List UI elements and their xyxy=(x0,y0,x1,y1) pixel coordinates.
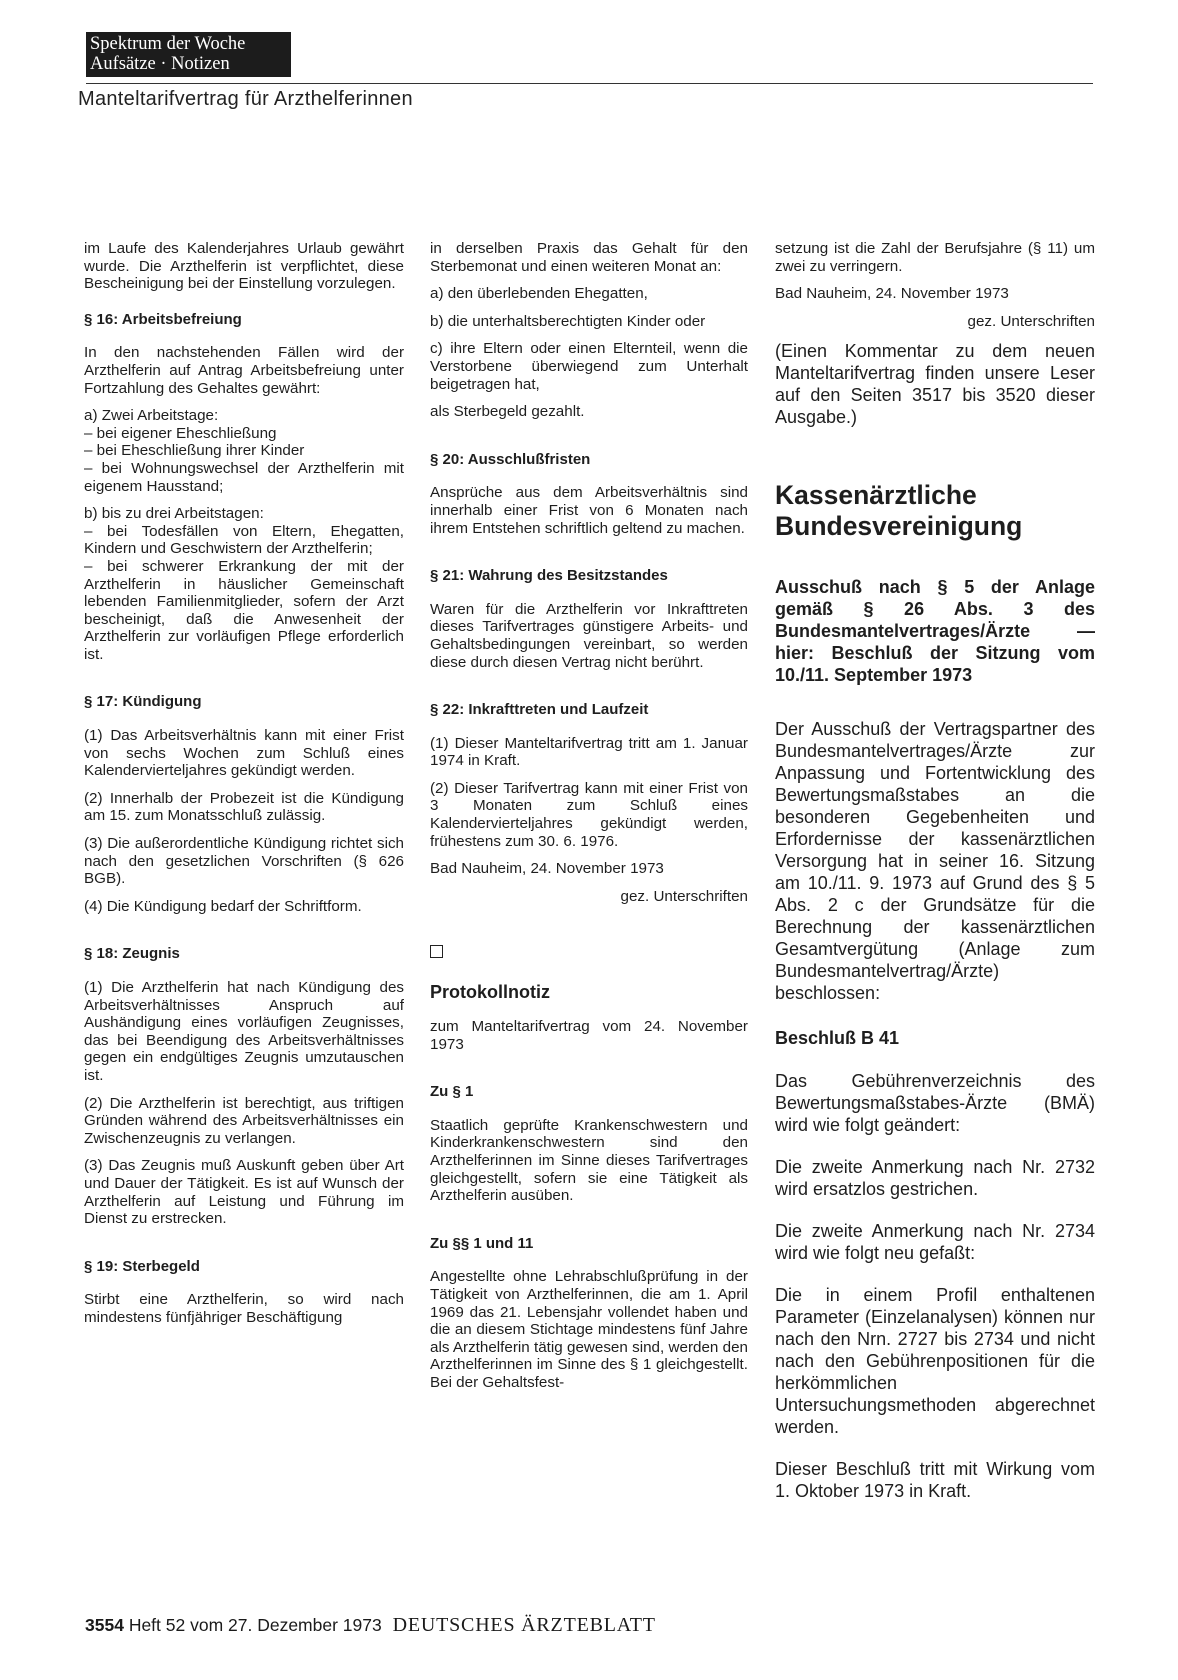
list-item: – bei eigener Eheschließung xyxy=(84,424,277,442)
paragraph: zum Manteltarifvertrag vom 24. November 1973 xyxy=(430,1018,748,1053)
section-heading-20: § 20: Ausschlußfristen xyxy=(430,450,591,468)
paragraph: Die zweite Anmerkung nach Nr. 2734 wird wie folgt neu gefaßt: xyxy=(775,1220,1095,1263)
article-subtitle: Ausschuß nach § 5 der Anlage gemäß § 26 Abs. 3 des Bundesmantelvertrages/Ärzte — hier: Beschluß der Sitzung vom 10./11. September 1973 xyxy=(775,577,1095,686)
list-item: – bei Eheschließung ihrer Kinder xyxy=(84,442,305,460)
header-rule xyxy=(86,83,1093,84)
column-3 xyxy=(775,240,1095,1522)
section-heading-17: § 17: Kündigung xyxy=(84,693,202,711)
paragraph: (1) Das Arbeitsverhältnis kann mit einer Frist von sechs Wochen zum Schluß eines Kalendervierteljahres gekündigt werden. xyxy=(84,727,404,780)
paragraph: Das Gebührenverzeichnis des Bewertungsmaßstabes-Ärzte (BMÄ) wird wie folgt geändert: xyxy=(775,1070,1095,1135)
list-item: c) ihre Eltern oder einen Elternteil, wenn die Verstorbene überwiegend zum Unterhalt beigetragen hat, xyxy=(430,340,748,393)
resolution-heading: Beschluß B 41 xyxy=(775,1028,900,1049)
paragraph: (3) Das Zeugnis muß Auskunft geben über Art und Dauer der Tätigkeit. Es ist auf Wunsch der Arzthelferin auf Leistung und Führung im Dienst zu erstrecken. xyxy=(84,1157,404,1228)
paragraph: im Laufe des Kalenderjahres Urlaub gewährt wurde. Die Arzthelferin ist verpflichtet, diese Bescheinigung bei der Einstellung vorzulegen. xyxy=(84,240,404,293)
section-heading-21: § 21: Wahrung des Besitzstandes xyxy=(430,567,668,585)
protokoll-heading: Protokollnotiz xyxy=(430,982,550,1003)
section-heading-18: § 18: Zeugnis xyxy=(84,945,180,963)
paragraph: Die zweite Anmerkung nach Nr. 2732 wird ersatzlos gestrichen. xyxy=(775,1156,1095,1199)
section-heading-16: § 16: Arbeitsbefreiung xyxy=(84,310,242,328)
column-1 xyxy=(84,240,404,1337)
paragraph: setzung ist die Zahl der Berufsjahre (§ 11) um zwei zu verringern. xyxy=(775,240,1095,275)
place-date: Bad Nauheim, 24. November 1973 xyxy=(430,860,664,878)
paragraph: Dieser Beschluß tritt mit Wirkung vom 1. Oktober 1973 in Kraft. xyxy=(775,1458,1095,1501)
list-item: – bei schwerer Erkrankung der mit der Arzthelferin in häuslicher Gemeinschaft lebenden Familienmitglieder, sofern der Arzt bescheinigt, daß die Anwesenheit der Arzthelferin zur vorläufigen Pflege erforderlich ist. xyxy=(84,557,404,663)
badge-line-2: Aufsätze · Notizen xyxy=(90,54,230,74)
page-subtitle: Manteltarifvertrag für Arzthelferinnen xyxy=(78,88,413,110)
paragraph: (1) Die Arzthelferin hat nach Kündigung des Arbeitsverhältnisses Anspruch auf Aushändigung eines vorläufigen Zeugnisses, das bei Beendigung des Arbeitsverhältnisses gegen ein endgültiges Zeugnis umzutauschen ist. xyxy=(84,979,404,1084)
place-date: Bad Nauheim, 24. November 1973 xyxy=(775,285,1009,303)
paragraph: Angestellte ohne Lehrabschlußprüfung in der Tätigkeit von Arzthelferinnen, die am 1. April 1969 das 21. Lebensjahr vollendet haben und die an diesem Stichtage mindestens fünf Jahre als Arzthelferin tätig gewesen sind, werden den Arzthelferinnen im Sinne des § 1 gleichgestellt. Bei der Gehaltsfest- xyxy=(430,1268,748,1391)
article-title: Kassenärztliche Bundesvereinigung xyxy=(775,480,1023,542)
paragraph: (1) Dieser Manteltarifvertrag tritt am 1. Januar 1974 in Kraft. xyxy=(430,734,748,770)
section-heading-19: § 19: Sterbegeld xyxy=(84,1257,200,1275)
paragraph: (2) Dieser Tarifvertrag kann mit einer Frist von 3 Monaten zum Schluß eines Kalendervierteljahres gekündigt werden, frühestens zum 30. 6. 1976. xyxy=(430,779,748,850)
page-footer xyxy=(85,1614,656,1637)
issue-info: Heft 52 vom 27. Dezember 1973 xyxy=(128,1615,382,1635)
column-2 xyxy=(430,240,748,1402)
list-item: – bei Todesfällen von Eltern, Ehegatten, Kindern und Geschwistern der Arzthelferin; xyxy=(84,522,404,558)
list-item: a) den überlebenden Ehegatten, xyxy=(430,285,648,303)
comment-note: (Einen Kommentar zu dem neuen Manteltarifvertrag finden unsere Leser auf den Seiten 3517 bis 3520 dieser Ausgabe.) xyxy=(775,341,1095,428)
paragraph: (2) Innerhalb der Probezeit ist die Kündigung am 15. zum Monatsschluß zulässig. xyxy=(84,789,404,825)
paragraph: in derselben Praxis das Gehalt für den Sterbemonat und einen weiteren Monat an: xyxy=(430,240,748,275)
paragraph: Waren für die Arzthelferin vor Inkrafttreten dieses Tarifvertrages günstigere Arbeits- und Gehaltsbedingungen vereinbart, so werden diese durch diesen Vertrag nicht berührt. xyxy=(430,600,748,671)
signature: gez. Unterschriften xyxy=(620,887,748,905)
list-heading: a) Zwei Arbeitstage: xyxy=(84,407,219,425)
paragraph: als Sterbegeld gezahlt. xyxy=(430,403,585,421)
list-item: – bei Wohnungswechsel der Arzthelferin mit eigenem Hausstand; xyxy=(84,459,404,495)
badge-line-1: Spektrum der Woche xyxy=(90,34,246,54)
paragraph: (2) Die Arzthelferin ist berechtigt, aus triftigen Gründen während des Arbeitsverhältnisses ein Zwischenzeugnis zu verlangen. xyxy=(84,1094,404,1147)
section-badge xyxy=(86,32,291,77)
list-item: b) die unterhaltsberechtigten Kinder oder xyxy=(430,312,706,330)
page-number: 3554 xyxy=(85,1615,124,1635)
section-heading-22: § 22: Inkrafttreten und Laufzeit xyxy=(430,701,649,719)
subheading-zu-1: Zu § 1 xyxy=(430,1083,474,1101)
magazine-name: DEUTSCHES ÄRZTEBLATT xyxy=(392,1614,656,1636)
subheading-zu-1-11: Zu §§ 1 und 11 xyxy=(430,1234,534,1252)
paragraph: Die in einem Profil enthaltenen Parameter (Einzelanalysen) können nur nach den Nrn. 2727 bis 2734 und nicht nach den Gebührenpositionen für die herkömmlichen Untersuchungsmethoden abgerechnet werden. xyxy=(775,1284,1095,1437)
paragraph: Staatlich geprüfte Krankenschwestern und Kinderkrankenschwestern sind den Arzthelferinnen im Sinne dieses Tarifvertrages gleichgestellt, sofern sie eine Tätigkeit als Arzthelferin ausüben. xyxy=(430,1116,748,1205)
list-heading: b) bis zu drei Arbeitstagen: xyxy=(84,505,264,523)
paragraph: (4) Die Kündigung bedarf der Schriftform. xyxy=(84,897,362,915)
signature: gez. Unterschriften xyxy=(967,312,1095,330)
paragraph: Ansprüche aus dem Arbeitsverhältnis sind innerhalb einer Frist von 6 Monaten nach ihrem Entstehen schriftlich geltend zu machen. xyxy=(430,484,748,537)
paragraph: In den nachstehenden Fällen wird der Arzthelferin auf Antrag Arbeitsbefreiung unter Fortzahlung des Gehaltes gewährt: xyxy=(84,344,404,397)
paragraph: (3) Die außerordentliche Kündigung richtet sich nach den gesetzlichen Vorschriften (§ 626 BGB). xyxy=(84,835,404,888)
paragraph: Stirbt eine Arzthelferin, so wird nach mindestens fünfjähriger Beschäftigung xyxy=(84,1291,404,1326)
paragraph: Der Ausschuß der Vertragspartner des Bundesmantelvertrages/Ärzte zur Anpassung und Fortentwicklung des Bewertungsmaßstabes an die besonderen Gegebenheiten und Erfordernisse der kassenärztlichen Versorgung hat in seiner 16. Sitzung am 10./11. 9. 1973 auf Grund des § 5 Abs. 2 c der Grundsätze für die Berechnung der kassenärztlichen Gesamtvergütung (Anlage zum Bundesmantelvertrag/Ärzte) beschlossen: xyxy=(775,719,1095,1004)
end-square-icon xyxy=(430,945,443,958)
